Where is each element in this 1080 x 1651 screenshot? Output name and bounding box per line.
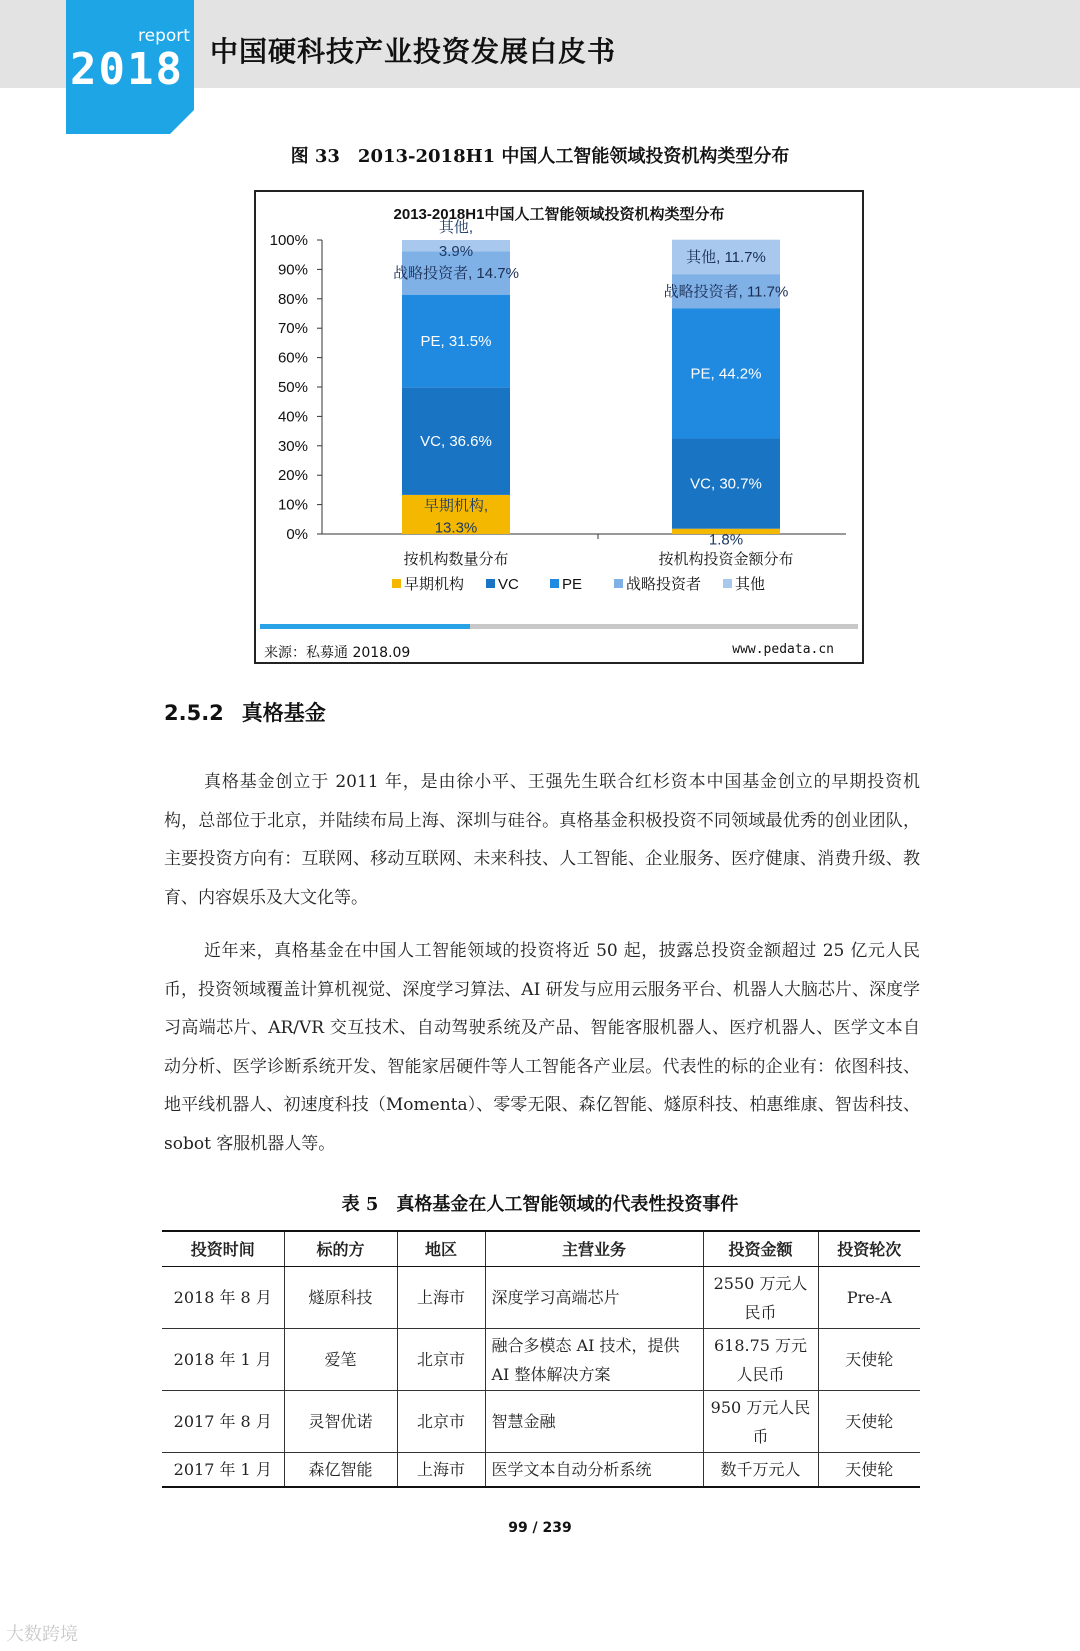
cell-business: 医学文本自动分析系统	[485, 1453, 703, 1487]
page-number: 99 / 239	[508, 1520, 572, 1536]
chart-source: 来源：私募通 2018.09	[264, 645, 411, 661]
section-heading	[164, 697, 326, 727]
cell-region: 上海市	[397, 1453, 485, 1487]
y-tick-label: 0%	[286, 526, 308, 543]
column-header: 地区	[397, 1231, 485, 1267]
y-tick-label: 40%	[277, 408, 308, 426]
table-row	[162, 1453, 920, 1487]
logo-year: 2018	[70, 44, 184, 95]
cell-amount: 2550 万元人民币	[703, 1267, 818, 1329]
y-tick-label: 90%	[277, 261, 308, 279]
data-label: VC, 30.7%	[690, 475, 762, 493]
legend-swatch	[550, 579, 559, 588]
cell-business: 深度学习高端芯片	[485, 1267, 703, 1329]
data-label: 1.8%	[708, 531, 744, 549]
cell-region: 北京市	[397, 1329, 485, 1391]
data-label: 13.3%	[434, 519, 478, 537]
data-label: PE, 44.2%	[690, 365, 762, 383]
paragraph-intro: 真格基金创立于 2011 年，是由徐小平、王强先生联合红杉资本中国基金创立的早期投资机构，总部位于北京，并陆续布局上海、深圳与硅谷。真格基金积极投资不同领域最优秀的创业团队，主要投资方向有：互联网、移动互联网、未来科技、人工智能、企业服务、医疗健康、消费升级、教育、内容娱乐及大文化等。	[164, 772, 920, 908]
cell-target: 灵智优诺	[284, 1391, 397, 1453]
x-tick-label: 按机构投资金额分布	[658, 551, 794, 568]
cell-business: 智慧金融	[485, 1391, 703, 1453]
cell-date: 2018 年 1 月	[162, 1329, 284, 1391]
x-tick-label: 按机构数量分布	[403, 551, 509, 568]
watermark: 大数跨境	[6, 1624, 78, 1645]
legend-swatch	[486, 579, 495, 588]
logo-fold-corner	[170, 110, 194, 134]
table-row	[162, 1329, 920, 1391]
data-label: 战略投资者, 11.7%	[663, 283, 789, 301]
chart-frame	[254, 190, 864, 664]
y-tick-label: 20%	[277, 467, 308, 485]
legend-label: 早期机构	[404, 576, 465, 593]
cell-target: 爱笔	[284, 1329, 397, 1391]
cell-region: 北京市	[397, 1391, 485, 1453]
y-tick-label: 70%	[277, 320, 308, 338]
figure-caption: 图 33 2013-2018H1 中国人工智能领域投资机构类型分布	[290, 146, 790, 167]
paragraph-investments: 近年来，真格基金在中国人工智能领域的投资将近 50 起，披露总投资金额超过 25 亿元人民币，投资领域覆盖计算机视觉、深度学习算法、AI 研发与应用云服务平台、机器人大脑芯片、深度学习高端芯片、AR/VR 交互技术、自动驾驶系统及产品、智能客服机器人、医疗机器人、医学文本自动分析、医学诊断系统开发、智能家居硬件等人工智能各产业层。代表性的标的企业有：依图科技、地平线机器人、初速度科技（Momenta）、零零无限、森亿智能、燧原科技、柏惠维康、智齿科技、sobot 客服机器人等。	[164, 941, 920, 1154]
logo-report-word: report	[138, 26, 190, 46]
column-header: 投资轮次	[818, 1231, 920, 1267]
y-tick-label: 10%	[277, 496, 308, 514]
legend-swatch	[723, 579, 732, 588]
stacked-bar-chart	[256, 192, 862, 622]
table-header-row	[162, 1231, 920, 1267]
data-label: 战略投资者, 14.7%	[393, 265, 519, 283]
chart-source-url: www.pedata.cn	[732, 642, 834, 657]
y-tick-label: 50%	[277, 379, 308, 396]
column-header: 投资时间	[162, 1231, 284, 1267]
data-label: 其他, 11.7%	[686, 248, 766, 266]
cell-date: 2017 年 8 月	[162, 1391, 284, 1453]
y-tick-label: 60%	[277, 349, 308, 367]
data-label: VC, 36.6%	[420, 433, 492, 451]
cell-round: Pre-A	[818, 1267, 920, 1329]
chart-title: 2013-2018H1中国人工智能领域投资机构类型分布	[393, 206, 725, 223]
data-label: 3.9%	[438, 243, 474, 260]
cell-amount: 数千万元人	[703, 1453, 818, 1487]
cell-business: 融合多模态 AI 技术，提供 AI 整体解决方案	[485, 1329, 703, 1391]
cell-round: 天使轮	[818, 1329, 920, 1391]
column-header: 标的方	[284, 1231, 397, 1267]
column-header: 主营业务	[485, 1231, 703, 1267]
y-tick-label: 80%	[277, 290, 308, 308]
legend-label: PE	[562, 576, 583, 593]
table-caption: 表 5 真格基金在人工智能领域的代表性投资事件	[341, 1194, 739, 1215]
cell-date: 2017 年 1 月	[162, 1453, 284, 1487]
legend-swatch	[392, 579, 401, 588]
legend-label: 战略投资者	[626, 576, 702, 593]
legend-label: VC	[498, 576, 519, 593]
table-row	[162, 1267, 920, 1329]
cell-amount: 950 万元人民币	[703, 1391, 818, 1453]
legend-swatch	[614, 579, 623, 588]
y-tick-label: 100%	[269, 232, 308, 249]
cell-round: 天使轮	[818, 1453, 920, 1487]
section-title: 真格基金	[241, 701, 326, 725]
investment-table	[162, 1230, 920, 1488]
data-label: 早期机构,	[423, 497, 489, 515]
data-label: 其他,	[438, 219, 474, 236]
cell-round: 天使轮	[818, 1391, 920, 1453]
cell-amount: 618.75 万元人民币	[703, 1329, 818, 1391]
legend-label: 其他	[735, 576, 766, 593]
y-tick-label: 30%	[277, 437, 308, 455]
section-number: 2.5.2	[164, 701, 224, 725]
data-label: PE, 31.5%	[420, 332, 492, 350]
cell-target: 燧原科技	[284, 1267, 397, 1329]
cell-date: 2018 年 8 月	[162, 1267, 284, 1329]
table-row	[162, 1391, 920, 1453]
cell-region: 上海市	[397, 1267, 485, 1329]
source-divider-accent	[260, 624, 470, 629]
document-title: 中国硬科技产业投资发展白皮书	[210, 35, 617, 68]
cell-target: 森亿智能	[284, 1453, 397, 1487]
column-header: 投资金额	[703, 1231, 818, 1267]
